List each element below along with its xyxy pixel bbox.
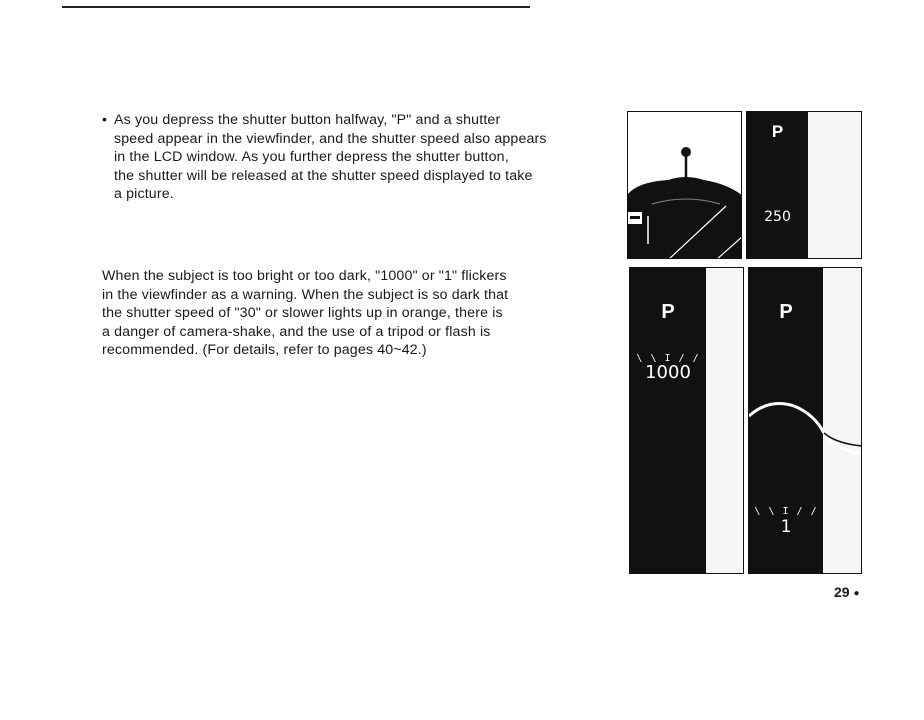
viewfinder-scene xyxy=(808,112,862,259)
camera-top-drawing xyxy=(628,112,742,259)
bullet-icon: • xyxy=(102,112,108,128)
paragraph-line: the shutter will be released at the shutter speed displayed to take xyxy=(114,167,533,184)
flicker-icon: \ \ I / / xyxy=(754,506,818,517)
mode-indicator: P xyxy=(779,301,793,323)
page-number-value: 29 xyxy=(834,584,850,600)
instruction-paragraph-1 xyxy=(102,111,547,204)
shutter-speed-display: 1 xyxy=(780,517,792,537)
viewfinder-scene xyxy=(706,268,744,574)
page-dot-icon: ● xyxy=(853,588,860,599)
paragraph-line: recommended. (For details, refer to pages 40~42.) xyxy=(102,342,427,359)
paragraph-line: the shutter speed of "30" or slower lights up in orange, there is xyxy=(102,305,503,322)
viewfinder-too-dark xyxy=(748,267,862,574)
paragraph-line: As you depress the shutter button halfway, "P" and a shutter xyxy=(114,112,501,128)
top-rule xyxy=(62,6,530,8)
paragraph-line: in the LCD window. As you further depress the shutter button, xyxy=(114,149,509,166)
viewfinder-normal xyxy=(746,111,862,259)
viewfinder-too-bright xyxy=(629,267,744,574)
warning-paragraph xyxy=(102,267,508,360)
flicker-icon: \ \ I / / xyxy=(636,353,700,364)
shutter-button-illustration xyxy=(627,111,742,259)
paragraph-line: a picture. xyxy=(114,186,174,203)
paragraph-line: in the viewfinder as a warning. When the subject is so dark that xyxy=(102,286,509,303)
paragraph-line: When the subject is too bright or too dark, "1000" or "1" flickers xyxy=(102,268,507,284)
mode-indicator: P xyxy=(771,122,784,141)
shutter-speed-display: 1000 xyxy=(645,362,691,383)
paragraph-line: speed appear in the viewfinder, and the shutter speed also appears xyxy=(114,130,547,147)
shutter-speed-display: 250 xyxy=(764,209,791,225)
mode-indicator: P xyxy=(661,301,675,323)
paragraph-line: a danger of camera-shake, and the use of a tripod or flash is xyxy=(102,323,491,340)
page-number xyxy=(834,584,860,600)
